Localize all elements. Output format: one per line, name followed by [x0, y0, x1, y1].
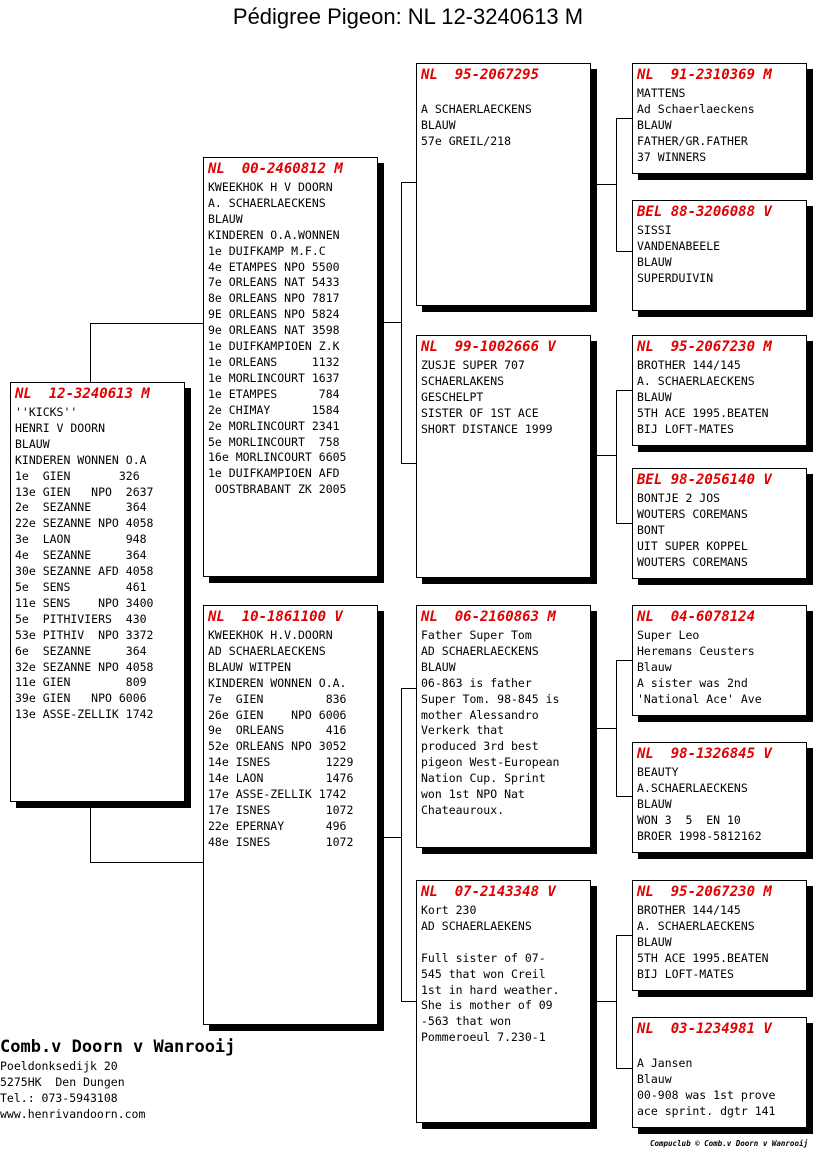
ring-number: NL 03-1234981 V [637, 1021, 772, 1037]
detail-line: SHORT DISTANCE 1999 [421, 421, 553, 436]
detail-line: A SCHAERLAECKENS [421, 101, 532, 116]
detail-line: 5TH ACE 1995.BEATEN [637, 950, 769, 965]
detail-line [637, 1040, 802, 1056]
detail-line: 13e ASSE-ZELLIK 1742 [15, 707, 154, 722]
detail-line: 8e ORLEANS NPO 7817 [208, 291, 340, 306]
detail-line: GESCHELPT [421, 389, 484, 404]
detail-line: A. SCHAERLAECKENS [208, 195, 326, 210]
detail-line: 16e MORLINCOURT 6605 [208, 450, 347, 465]
pigeon-card [416, 605, 591, 848]
detail-line: 13e GIEN NPO 2637 [15, 484, 154, 499]
connector-line [616, 935, 633, 936]
detail-line: BIJ LOFT-MATES [637, 421, 734, 436]
detail-line: SUPERDUIVIN [637, 270, 714, 285]
detail-line: HENRI V DOORN [15, 420, 106, 435]
connector-line [401, 1001, 417, 1002]
ring-number: NL 98-1326845 V [637, 746, 772, 762]
detail-line: A. SCHAERLAECKENS [637, 918, 755, 933]
detail-line: 57e GREIL/218 [421, 133, 512, 148]
detail-line: VANDENABEELE [637, 238, 721, 253]
connector-line [597, 184, 617, 185]
detail-line: 1e ETAMPES 784 [208, 386, 340, 401]
detail-line: BLAUW [421, 659, 456, 674]
connector-line [616, 118, 633, 119]
ring-number: NL 95-2067295 [421, 67, 540, 83]
detail-line: BLAUW [637, 389, 672, 404]
detail-line: Super Leo [637, 628, 700, 642]
pigeon-card [632, 605, 807, 716]
pigeon-card [416, 880, 591, 1123]
detail-line: BIJ LOFT-MATES [637, 966, 734, 981]
detail-line: 17e ISNES 1072 [208, 802, 354, 817]
ring-number: NL 99-1002666 V [421, 339, 556, 355]
pigeon-card [632, 468, 807, 579]
detail-line: Nation Cup. Sprint [421, 771, 546, 786]
detail-line: Super Tom. 98-845 is [421, 691, 560, 706]
connector-line [616, 796, 633, 797]
detail-line: 7e ORLEANS NAT 5433 [208, 275, 340, 290]
ring-number: NL 06-2160863 M [421, 609, 556, 625]
connector-line [616, 523, 633, 524]
detail-line: BROTHER 144/145 [637, 903, 741, 917]
connector-line [616, 660, 617, 797]
detail-line: 17e ASSE-ZELLIK 1742 [208, 787, 347, 802]
detail-line: A sister was 2nd [637, 675, 748, 690]
pigeon-card [632, 880, 807, 991]
detail-line: 37 WINNERS [637, 149, 707, 164]
ring-number: NL 07-2143348 V [421, 884, 556, 900]
pigeon-card [632, 63, 807, 174]
connector-line [401, 463, 417, 464]
pigeon-details [637, 491, 802, 571]
detail-line: WOUTERS COREMANS [637, 506, 748, 521]
pigeon-card [632, 200, 807, 311]
pigeon-card [632, 335, 807, 446]
connector-line [401, 182, 417, 183]
detail-line: Ad Schaerlaeckens [637, 101, 755, 116]
detail-line: Pommeroeul 7.230-1 [421, 1030, 546, 1045]
detail-line [421, 935, 586, 951]
detail-line: KINDEREN O.A.WONNEN [208, 227, 340, 242]
detail-line: mother Alessandro [421, 707, 539, 722]
detail-line: BLAUW WITPEN [208, 659, 292, 674]
detail-line: ''KICKS'' [15, 405, 78, 419]
detail-line: WON 3 5 EN 10 [637, 812, 741, 827]
connector-line [384, 837, 402, 838]
pigeon-details [421, 86, 586, 150]
pigeon-card [203, 605, 378, 1025]
owner-city: 5275HK Den Dungen [0, 1075, 125, 1089]
detail-line: AD SCHAERLAECKENS [208, 643, 326, 658]
detail-line: Full sister of 07- [421, 950, 546, 965]
owner-website[interactable]: www.henrivandoorn.com [0, 1107, 146, 1121]
detail-line: 5TH ACE 1995.BEATEN [637, 405, 769, 420]
connector-line [616, 1068, 633, 1069]
pigeon-details [421, 903, 586, 1046]
connector-line [90, 862, 204, 863]
footer-credit: Compuclub © Comb.v Doorn v Wanrooij [649, 1139, 808, 1148]
detail-line: 22e SEZANNE NPO 4058 [15, 516, 154, 531]
detail-line: 7e GIEN 836 [208, 691, 347, 706]
detail-line: BROER 1998-5812162 [637, 828, 762, 843]
detail-line: 9e ORLEANS 416 [208, 723, 347, 738]
detail-line: BROTHER 144/145 [637, 358, 741, 372]
connector-line [616, 390, 633, 391]
connector-line [597, 455, 617, 456]
ring-number: BEL 98-2056140 V [637, 472, 772, 488]
connector-line [401, 688, 417, 689]
pigeon-card [10, 382, 185, 802]
detail-line: BLAUW [15, 436, 50, 451]
detail-line: 2e SEZANNE 364 [15, 500, 147, 515]
detail-line: 30e SEZANNE AFD 4058 [15, 564, 154, 579]
ring-number: NL 00-2460812 M [208, 161, 343, 177]
detail-line: 22e EPERNAY 496 [208, 818, 347, 833]
detail-line: KWEEKHOK H V DOORN [208, 180, 333, 194]
detail-line: A. SCHAERLAECKENS [637, 373, 755, 388]
pigeon-card [632, 742, 807, 853]
detail-line: SCHAERLAKENS [421, 373, 505, 388]
detail-line: Verkerk that [421, 723, 505, 738]
detail-line: BLAUW [637, 796, 672, 811]
detail-line: Kort 230 [421, 903, 477, 917]
detail-line: MATTENS [637, 86, 686, 100]
ring-number: NL 10-1861100 V [208, 609, 343, 625]
pigeon-card [632, 1017, 807, 1128]
detail-line: SISTER OF 1ST ACE [421, 405, 539, 420]
detail-line: 2e MORLINCOURT 2341 [208, 418, 340, 433]
detail-line: BLAUW [637, 934, 672, 949]
pigeon-details [637, 1040, 802, 1120]
pigeon-details [637, 223, 802, 287]
ring-number: NL 04-6078124 [637, 609, 756, 625]
ring-number: NL 95-2067230 M [637, 339, 772, 355]
detail-line: 14e ISNES 1229 [208, 755, 354, 770]
owner-phone: Tel.: 073-5943108 [0, 1091, 118, 1105]
pigeon-details [637, 86, 802, 166]
pigeon-details [15, 405, 180, 723]
pigeon-details [637, 903, 802, 983]
detail-line: 1e MORLINCOURT 1637 [208, 370, 340, 385]
ring-number: NL 12-3240613 M [15, 386, 150, 402]
detail-line: SISSI [637, 223, 672, 237]
connector-line [616, 390, 617, 524]
detail-line: 00-908 was 1st prove [637, 1087, 776, 1102]
connector-line [90, 808, 91, 863]
detail-line: ZUSJE SUPER 707 [421, 358, 525, 372]
pigeon-details [637, 628, 802, 708]
detail-line: 5e MORLINCOURT 758 [208, 434, 340, 449]
pigeon-details [637, 358, 802, 438]
detail-line: Blauw [637, 659, 672, 674]
detail-line: 48e ISNES 1072 [208, 834, 354, 849]
detail-line: BONT [637, 522, 665, 537]
connector-line [616, 935, 617, 1069]
detail-line: OOSTBRABANT ZK 2005 [208, 482, 347, 497]
detail-line: 39e GIEN NPO 6006 [15, 691, 147, 706]
pigeon-details [208, 180, 373, 498]
detail-line: FATHER/GR.FATHER [637, 133, 748, 148]
detail-line: 11e GIEN 809 [15, 675, 147, 690]
detail-line: BONTJE 2 JOS [637, 491, 721, 505]
connector-line [401, 688, 402, 1002]
connector-line [597, 1001, 617, 1002]
detail-line: 9E ORLEANS NPO 5824 [208, 307, 340, 322]
detail-line: 2e CHIMAY 1584 [208, 402, 340, 417]
connector-line [401, 182, 402, 464]
detail-line: 1e DUIFKAMPIOEN Z.K [208, 339, 340, 354]
detail-line: 5e SENS 461 [15, 579, 147, 594]
page-title: Pédigree Pigeon: NL 12-3240613 M [232, 4, 584, 29]
detail-line: ace sprint. dgtr 141 [637, 1103, 776, 1118]
detail-line: KINDEREN WONNEN O.A. [208, 675, 347, 690]
owner-address: Poeldonksedijk 20 [0, 1059, 118, 1073]
connector-line [384, 322, 402, 323]
detail-line: WOUTERS COREMANS [637, 554, 748, 569]
detail-line: 06-863 is father [421, 675, 532, 690]
detail-line: 1st in hard weather. [421, 982, 560, 997]
pigeon-card [203, 157, 378, 577]
pigeon-details [421, 628, 586, 819]
detail-line: 6e SEZANNE 364 [15, 643, 147, 658]
connector-line [90, 323, 91, 383]
ring-number: NL 91-2310369 M [637, 67, 772, 83]
detail-line: 53e PITHIV NPO 3372 [15, 627, 154, 642]
detail-line: 11e SENS NPO 3400 [15, 595, 154, 610]
detail-line: 1e GIEN 326 [15, 468, 140, 483]
pigeon-details [637, 765, 802, 845]
connector-line [616, 118, 617, 252]
detail-line: 3e LAON 948 [15, 532, 147, 547]
detail-line: Chateauroux. [421, 802, 505, 817]
detail-line: won 1st NPO Nat [421, 787, 525, 802]
pigeon-card [416, 63, 591, 306]
detail-line: 4e SEZANNE 364 [15, 548, 147, 563]
detail-line: BLAUW [637, 254, 672, 269]
ring-number: BEL 88-3206088 V [637, 204, 772, 220]
pigeon-card [416, 335, 591, 578]
detail-line: 545 that won Creil [421, 966, 546, 981]
detail-line [421, 86, 586, 102]
detail-line: Blauw [637, 1071, 672, 1086]
detail-line: 26e GIEN NPO 6006 [208, 707, 347, 722]
owner-block [0, 1036, 235, 1122]
owner-name: Comb.v Doorn v Wanrooij [0, 1037, 236, 1057]
detail-line: KINDEREN WONNEN O.A [15, 452, 147, 467]
detail-line: BLAUW [208, 211, 243, 226]
detail-line: 9e ORLEANS NAT 3598 [208, 323, 340, 338]
detail-line: 5e PITHIVIERS 430 [15, 611, 147, 626]
detail-line: -563 that won [421, 1014, 512, 1029]
connector-line [597, 728, 617, 729]
connector-line [616, 660, 633, 661]
detail-line: A Jansen [637, 1055, 693, 1070]
detail-line: KWEEKHOK H.V.DOORN [208, 628, 333, 642]
detail-line: AD SCHAERLAECKENS [421, 643, 539, 658]
pigeon-details [208, 628, 373, 851]
detail-line: Father Super Tom [421, 628, 532, 642]
connector-line [616, 251, 633, 252]
detail-line: 4e ETAMPES NPO 5500 [208, 259, 340, 274]
ring-number: NL 95-2067230 M [637, 884, 772, 900]
connector-line [90, 323, 204, 324]
detail-line: 1e DUIFKAMP M.F.C [208, 243, 326, 258]
detail-line: 32e SEZANNE NPO 4058 [15, 659, 154, 674]
detail-line: She is mother of 09 [421, 998, 553, 1013]
pigeon-details [421, 358, 586, 438]
detail-line: 52e ORLEANS NPO 3052 [208, 739, 347, 754]
detail-line: BLAUW [637, 117, 672, 132]
detail-line: 1e DUIFKAMPIOEN AFD [208, 466, 340, 481]
detail-line: BLAUW [421, 117, 456, 132]
detail-line: AD SCHAERLAEKENS [421, 918, 532, 933]
detail-line: produced 3rd best [421, 739, 539, 754]
detail-line: BEAUTY [637, 765, 679, 779]
detail-line: pigeon West-European [421, 755, 560, 770]
detail-line: UIT SUPER KOPPEL [637, 538, 748, 553]
detail-line: A.SCHAERLAECKENS [637, 780, 748, 795]
detail-line: 14e LAON 1476 [208, 771, 354, 786]
detail-line: 1e ORLEANS 1132 [208, 354, 340, 369]
detail-line: Heremans Ceusters [637, 643, 755, 658]
detail-line: 'National Ace' Ave [637, 691, 762, 706]
